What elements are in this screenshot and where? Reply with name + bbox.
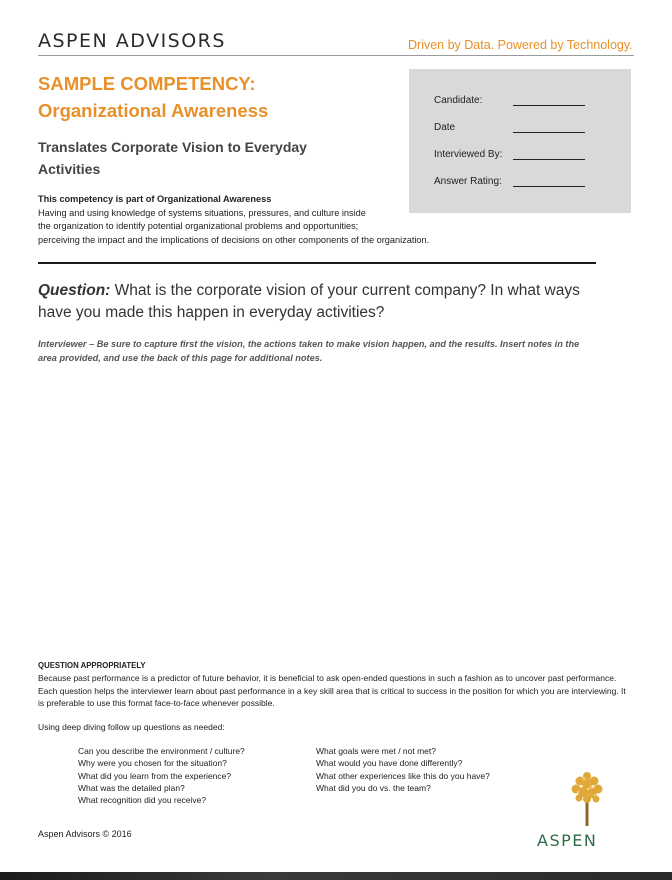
competency-title-line2: Organizational Awareness [38,100,269,121]
brand-logo: ASPEN ADVISORS [38,30,226,52]
interviewer-instructions: Interviewer – Be sure to capture first the vision, the actions taken to make vision happen, and the results. Insert notes in the area provided, and use the back of this page for additional notes. [38,339,580,363]
question-appropriately-section [38,660,634,709]
description-line: perceiving the impact and the implications of decisions on other components of the organization. [38,234,430,245]
question-appropriately-body: Because past performance is a predictor of future behavior, it is beneficial to ask open-ended questions in such a fashion as to uncover past performance. Each question helps the interviewer learn about past performance in a key skill area that is critical to success in the position for which you are interviewing. It is preferable to use this format face-to-face whenever possible. [38,673,626,708]
followup-list-left [78,745,245,806]
description-heading: This competency is part of Organizational Awareness [38,194,272,204]
description-line: the organization to identify potential organizational problems and opportunities; [38,221,359,231]
followup-item: What other experiences like this do you have? [316,770,490,781]
candidate-info-box [409,69,631,213]
followup-list-right [316,745,490,794]
followup-item: Why were you chosen for the situation? [78,758,227,769]
candidate-label: Candidate: [434,95,483,106]
description-line: Having and using knowledge of systems situations, pressures, and culture inside [38,207,366,218]
followup-item: What did you learn from the experience? [78,770,232,781]
header-divider [38,55,634,56]
competency-title-line1: SAMPLE COMPETENCY: [38,73,256,94]
followup-intro: Using deep diving follow up questions as needed: [38,722,225,732]
followup-item: What was the detailed plan? [78,782,185,793]
followup-item: What would you have done differently? [316,758,463,769]
question-label: Question: [38,282,111,299]
tagline: Driven by Data. Powered by Technology. [408,38,633,52]
competency-description [38,193,488,247]
interviewed-by-field[interactable] [513,159,585,160]
interviewed-by-label: Interviewed By: [434,149,503,160]
question-appropriately-heading: QUESTION APPROPRIATELY [38,661,146,670]
followup-item: Can you describe the environment / culture? [78,746,245,756]
aspen-tree-icon [565,768,609,828]
followup-item: What recognition did you receive? [78,795,207,806]
answer-rating-label: Answer Rating: [434,176,502,187]
footer-copyright: Aspen Advisors © 2016 [38,829,132,839]
date-field[interactable] [513,132,585,133]
aspen-logo-wordmark: ASPEN [537,831,598,850]
interview-question [38,280,598,324]
section-divider [38,262,596,264]
followup-item: What did you do vs. the team? [316,782,431,793]
competency-title [38,70,268,124]
candidate-field[interactable] [513,105,585,106]
answer-rating-field[interactable] [513,186,585,187]
question-text: What is the corporate vision of your current company? In what ways have you made this happen in everyday activities? [38,282,580,321]
bottom-edge-band [0,872,672,880]
date-label: Date [434,122,456,133]
followup-item: What goals were met / not met? [316,746,436,756]
competency-subtitle: Translates Corporate Vision to Everyday Activities [38,139,307,177]
